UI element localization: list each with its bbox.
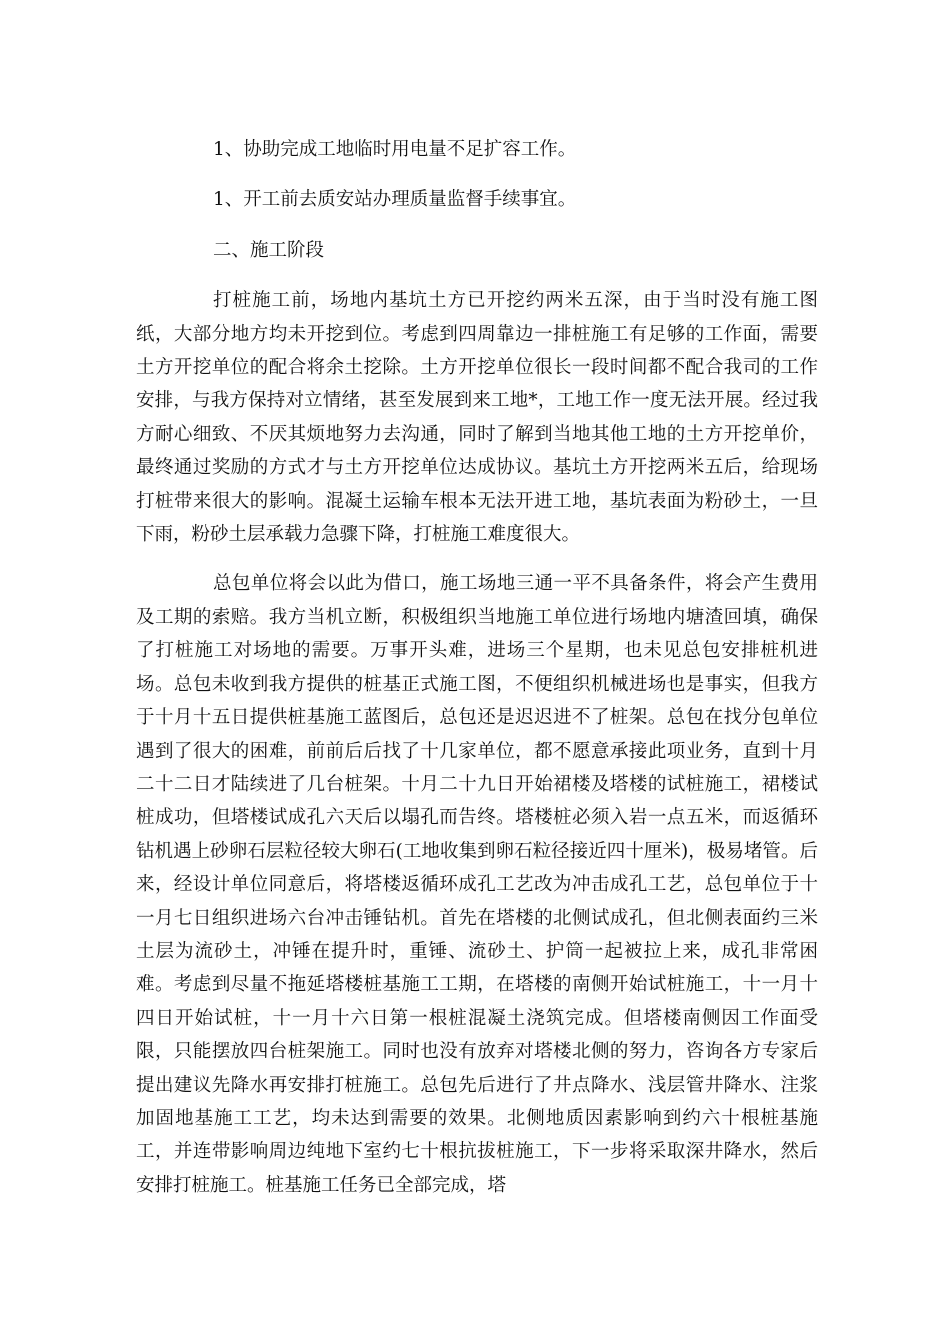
- section-heading: 二、施工阶段: [213, 239, 325, 261]
- paragraph-construction-progress: 总包单位将会以此为借口，施工场地三通一平不具备条件，将会产生费用及工期的索赔。我方当机立断，积极组织当地施工单位进行场地内塘渣回填，确保了打桩施工对场地的需要。万事开头难，进场三个星期，也未见总包安排桩机进场。总包未收到我方提供的桩基正式施工图，不便组织机械进场也是事实，但我方于十月十五日提供桩基施工蓝图后，总包还是迟迟进不了桩架。总包在找分包单位遇到了很大的困难，前前后后找了十几家单位，都不愿意承接此项业务，直到十月二十二日才陆续进了几台桩架。十月二十九日开始裙楼及塔楼的试桩施工，裙楼试桩成功，但塔楼试成孔六天后以塌孔而告终。塔楼桩必须入岩一点五米，而返循环钻机遇上砂卵石层粒径较大卵石(工地收集到卵石粒径接近四十厘米)，极易堵管。后来，经设计单位同意后，将塔楼返循环成孔工艺改为冲击成孔工艺，总包单位于十一月七日组织进场六台冲击锤钻机。首先在塔楼的北侧试成孔，但北侧表面约三米土层为流砂土，冲锤在提升时，重锤、流砂土、护筒一起被拉上来，成孔非常困难。考虑到尽量不拖延塔楼桩基施工工期，在塔楼的南侧开始试桩施工，十一月十四日开始试桩，十一月十六日第一根桩混凝土浇筑完成。但塔楼南侧因工作面受限，只能摆放四台桩架施工。同时也没有放弃对塔楼北侧的努力，咨询各方专家后提出建议先降水再安排打桩施工。总包先后进行了井点降水、浅层管井降水、注浆加固地基施工工艺，均未达到需要的效果。北侧地质因素影响到约六十根桩基施工，并连带影响周边纯地下室约七十根抗拔桩施工，下一步将采取深井降水，然后安排打桩施工。桩基施工任务已全部完成，塔: [136, 573, 818, 1196]
- paragraph-item-2: 1、开工前去质安站办理质量监督手续事宜。: [213, 189, 577, 211]
- document-body: [136, 133, 818, 1202]
- paragraph-item-1: 1、协助完成工地临时用电量不足扩容工作。: [213, 139, 577, 160]
- paragraph-pile-preparation: 打桩施工前，场地内基坑土方已开挖约两米五深，由于当时没有施工图纸，大部分地方均未开挖到位。考虑到四周靠边一排桩施工有足够的工作面，需要土方开挖单位的配合将余土挖除。土方开挖单位很长一段时间都不配合我司的工作安排，与我方保持对立情绪，甚至发展到来工地*，工地工作一度无法开展。经过我方耐心细致、不厌其烦地努力去沟通，同时了解到当地其他工地的土方开挖单价，最终通过奖励的方式才与土方开挖单位达成协议。基坑土方开挖两米五后，给现场打桩带来很大的影响。混凝土运输车根本无法开进工地，基坑表面为粉砂土，一旦下雨，粉砂土层承载力急骤下降，打桩施工难度很大。: [136, 290, 818, 546]
